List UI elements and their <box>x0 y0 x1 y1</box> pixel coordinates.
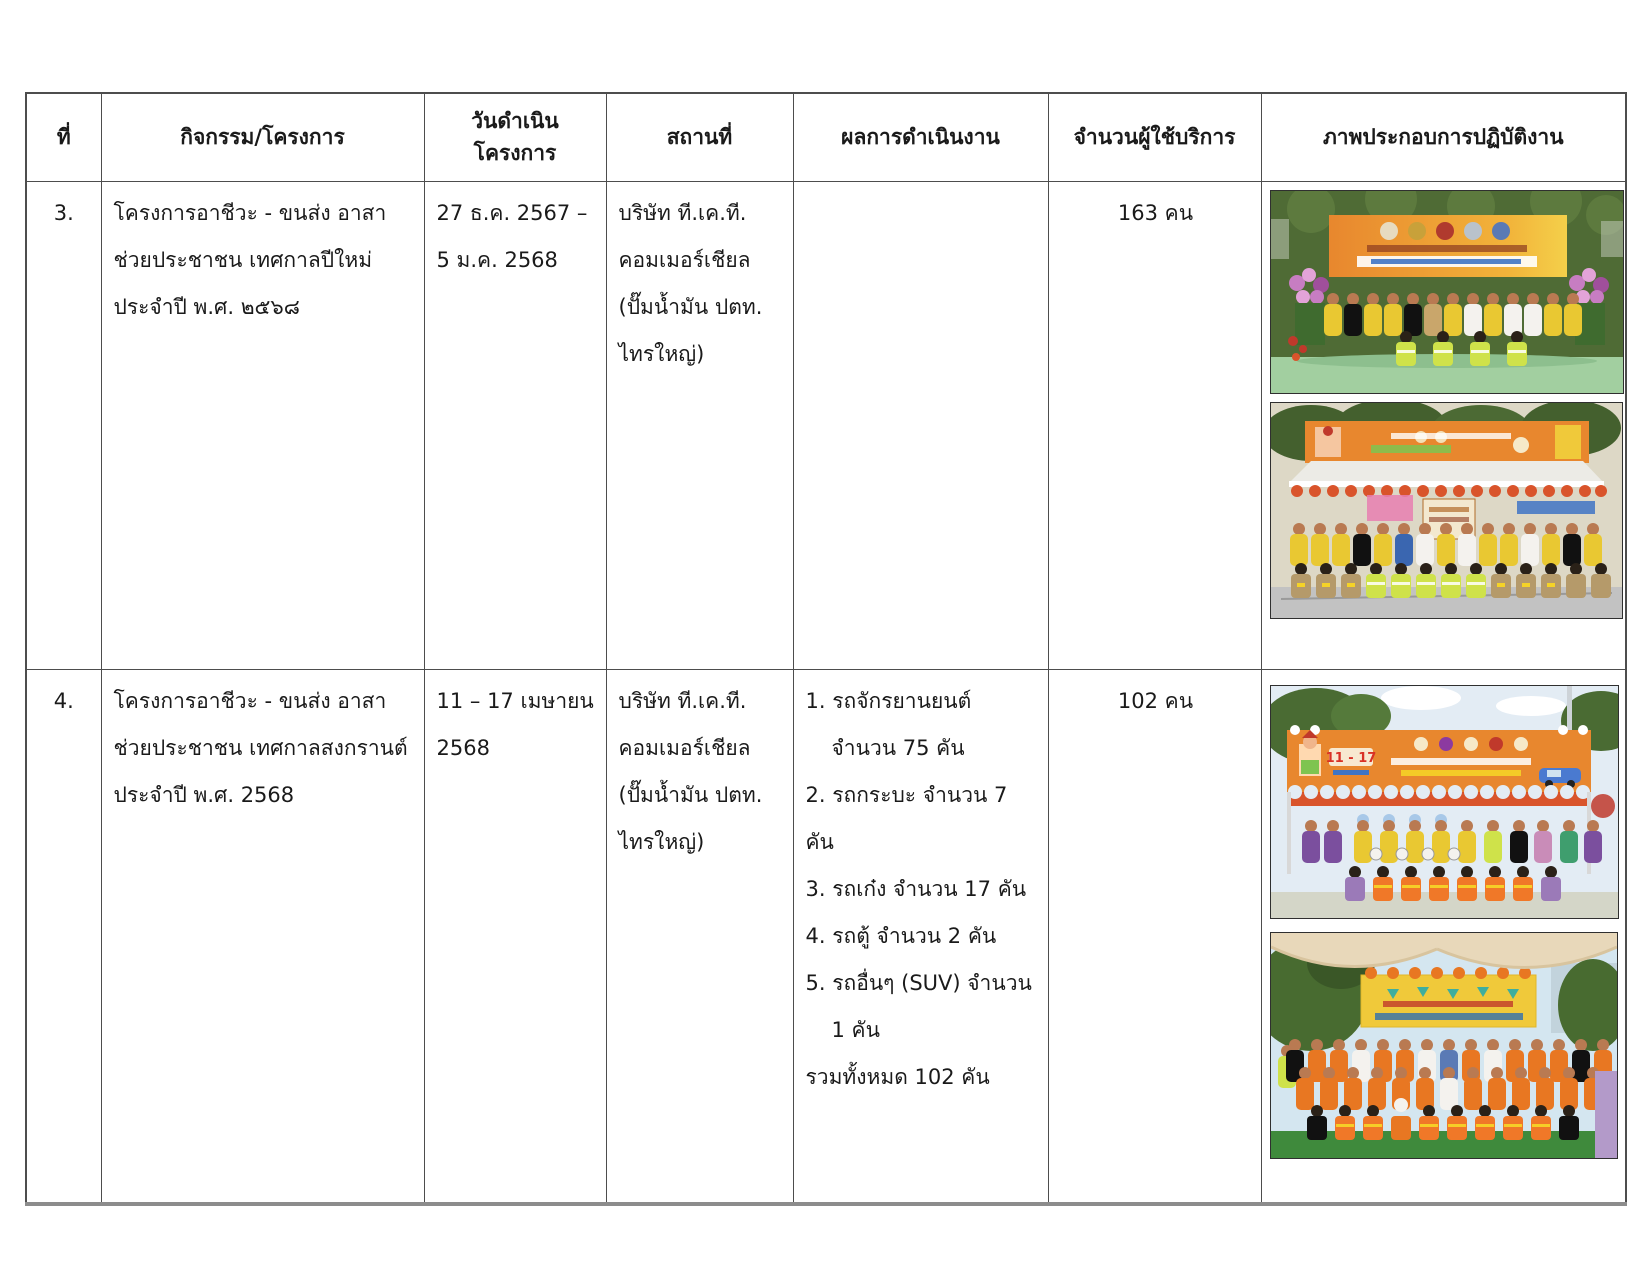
result-line: 1 คัน <box>831 1018 880 1043</box>
header-cell-date: วันดำเนินโครงการ <box>424 93 606 182</box>
header-cell-users: จำนวนผู้ใช้บริการ <box>1048 93 1261 182</box>
cell-location-row3: บริษัท ที.เค.ที. คอมเมอร์เชียล (ปั๊มน้ำมัน ปตท. ไทรใหญ่) <box>606 182 793 670</box>
banner-dates-text: 11 - 17 <box>1325 751 1376 766</box>
cell-photos-row3 <box>1261 182 1626 670</box>
activity-report-table <box>25 92 1627 1206</box>
result-line: รวมทั้งหมด 102 คัน <box>805 1065 990 1090</box>
cell-no-row4: 4. <box>26 670 101 1205</box>
result-line: 4. รถตู้ จำนวน 2 คัน <box>805 924 997 949</box>
cell-location-row4: บริษัท ที.เค.ที. คอมเมอร์เชียล (ปั๊มน้ำมัน ปตท. ไทรใหญ่) <box>606 670 793 1205</box>
header-row <box>26 93 1626 182</box>
cell-users-row3: 163 คน <box>1048 182 1261 670</box>
photo-newyear-group-1 <box>1270 190 1624 394</box>
cell-photos-row4 <box>1261 670 1626 1205</box>
header-cell-location: สถานที่ <box>606 93 793 182</box>
result-line: จำนวน 75 คัน <box>831 736 965 761</box>
cell-result-row4 <box>793 670 1048 1205</box>
cell-no-row3: 3. <box>26 182 101 670</box>
photo-newyear-group-2 <box>1270 402 1623 619</box>
table-row-4 <box>26 670 1626 1205</box>
cell-date-row3: 27 ธ.ค. 2567 – 5 ม.ค. 2568 <box>424 182 606 670</box>
result-line: 3. รถเก๋ง จำนวน 17 คัน <box>805 877 1027 902</box>
header-cell-no: ที่ <box>26 93 101 182</box>
result-line: 5. รถอื่นๆ (SUV) จำนวน <box>805 971 1032 996</box>
result-line: 1. รถจักรยานยนต์ <box>805 689 972 713</box>
cell-date-row4: 11 – 17 เมษายน 2568 <box>424 670 606 1205</box>
cell-result-row3 <box>793 182 1048 670</box>
header-cell-activity: กิจกรรม/โครงการ <box>101 93 424 182</box>
photo-songkran-group-2 <box>1270 932 1618 1159</box>
header-cell-photos: ภาพประกอบการปฏิบัติงาน <box>1261 93 1626 182</box>
cell-activity-row4: โครงการอาชีวะ - ขนส่ง อาสาช่วยประชาชน เทศกาลสงกรานต์ ประจำปี พ.ศ. 2568 <box>101 670 424 1205</box>
photo-songkran-group-1 <box>1270 685 1619 919</box>
table-row-3 <box>26 182 1626 670</box>
cell-users-row4: 102 คน <box>1048 670 1261 1205</box>
cell-activity-row3: โครงการอาชีวะ - ขนส่ง อาสาช่วยประชาชน เทศกาลปีใหม่ ประจำปี พ.ศ. ๒๕๖๘ <box>101 182 424 670</box>
header-cell-result: ผลการดำเนินงาน <box>793 93 1048 182</box>
result-line: 2. รถกระบะ จำนวน 7 คัน <box>805 783 1008 855</box>
